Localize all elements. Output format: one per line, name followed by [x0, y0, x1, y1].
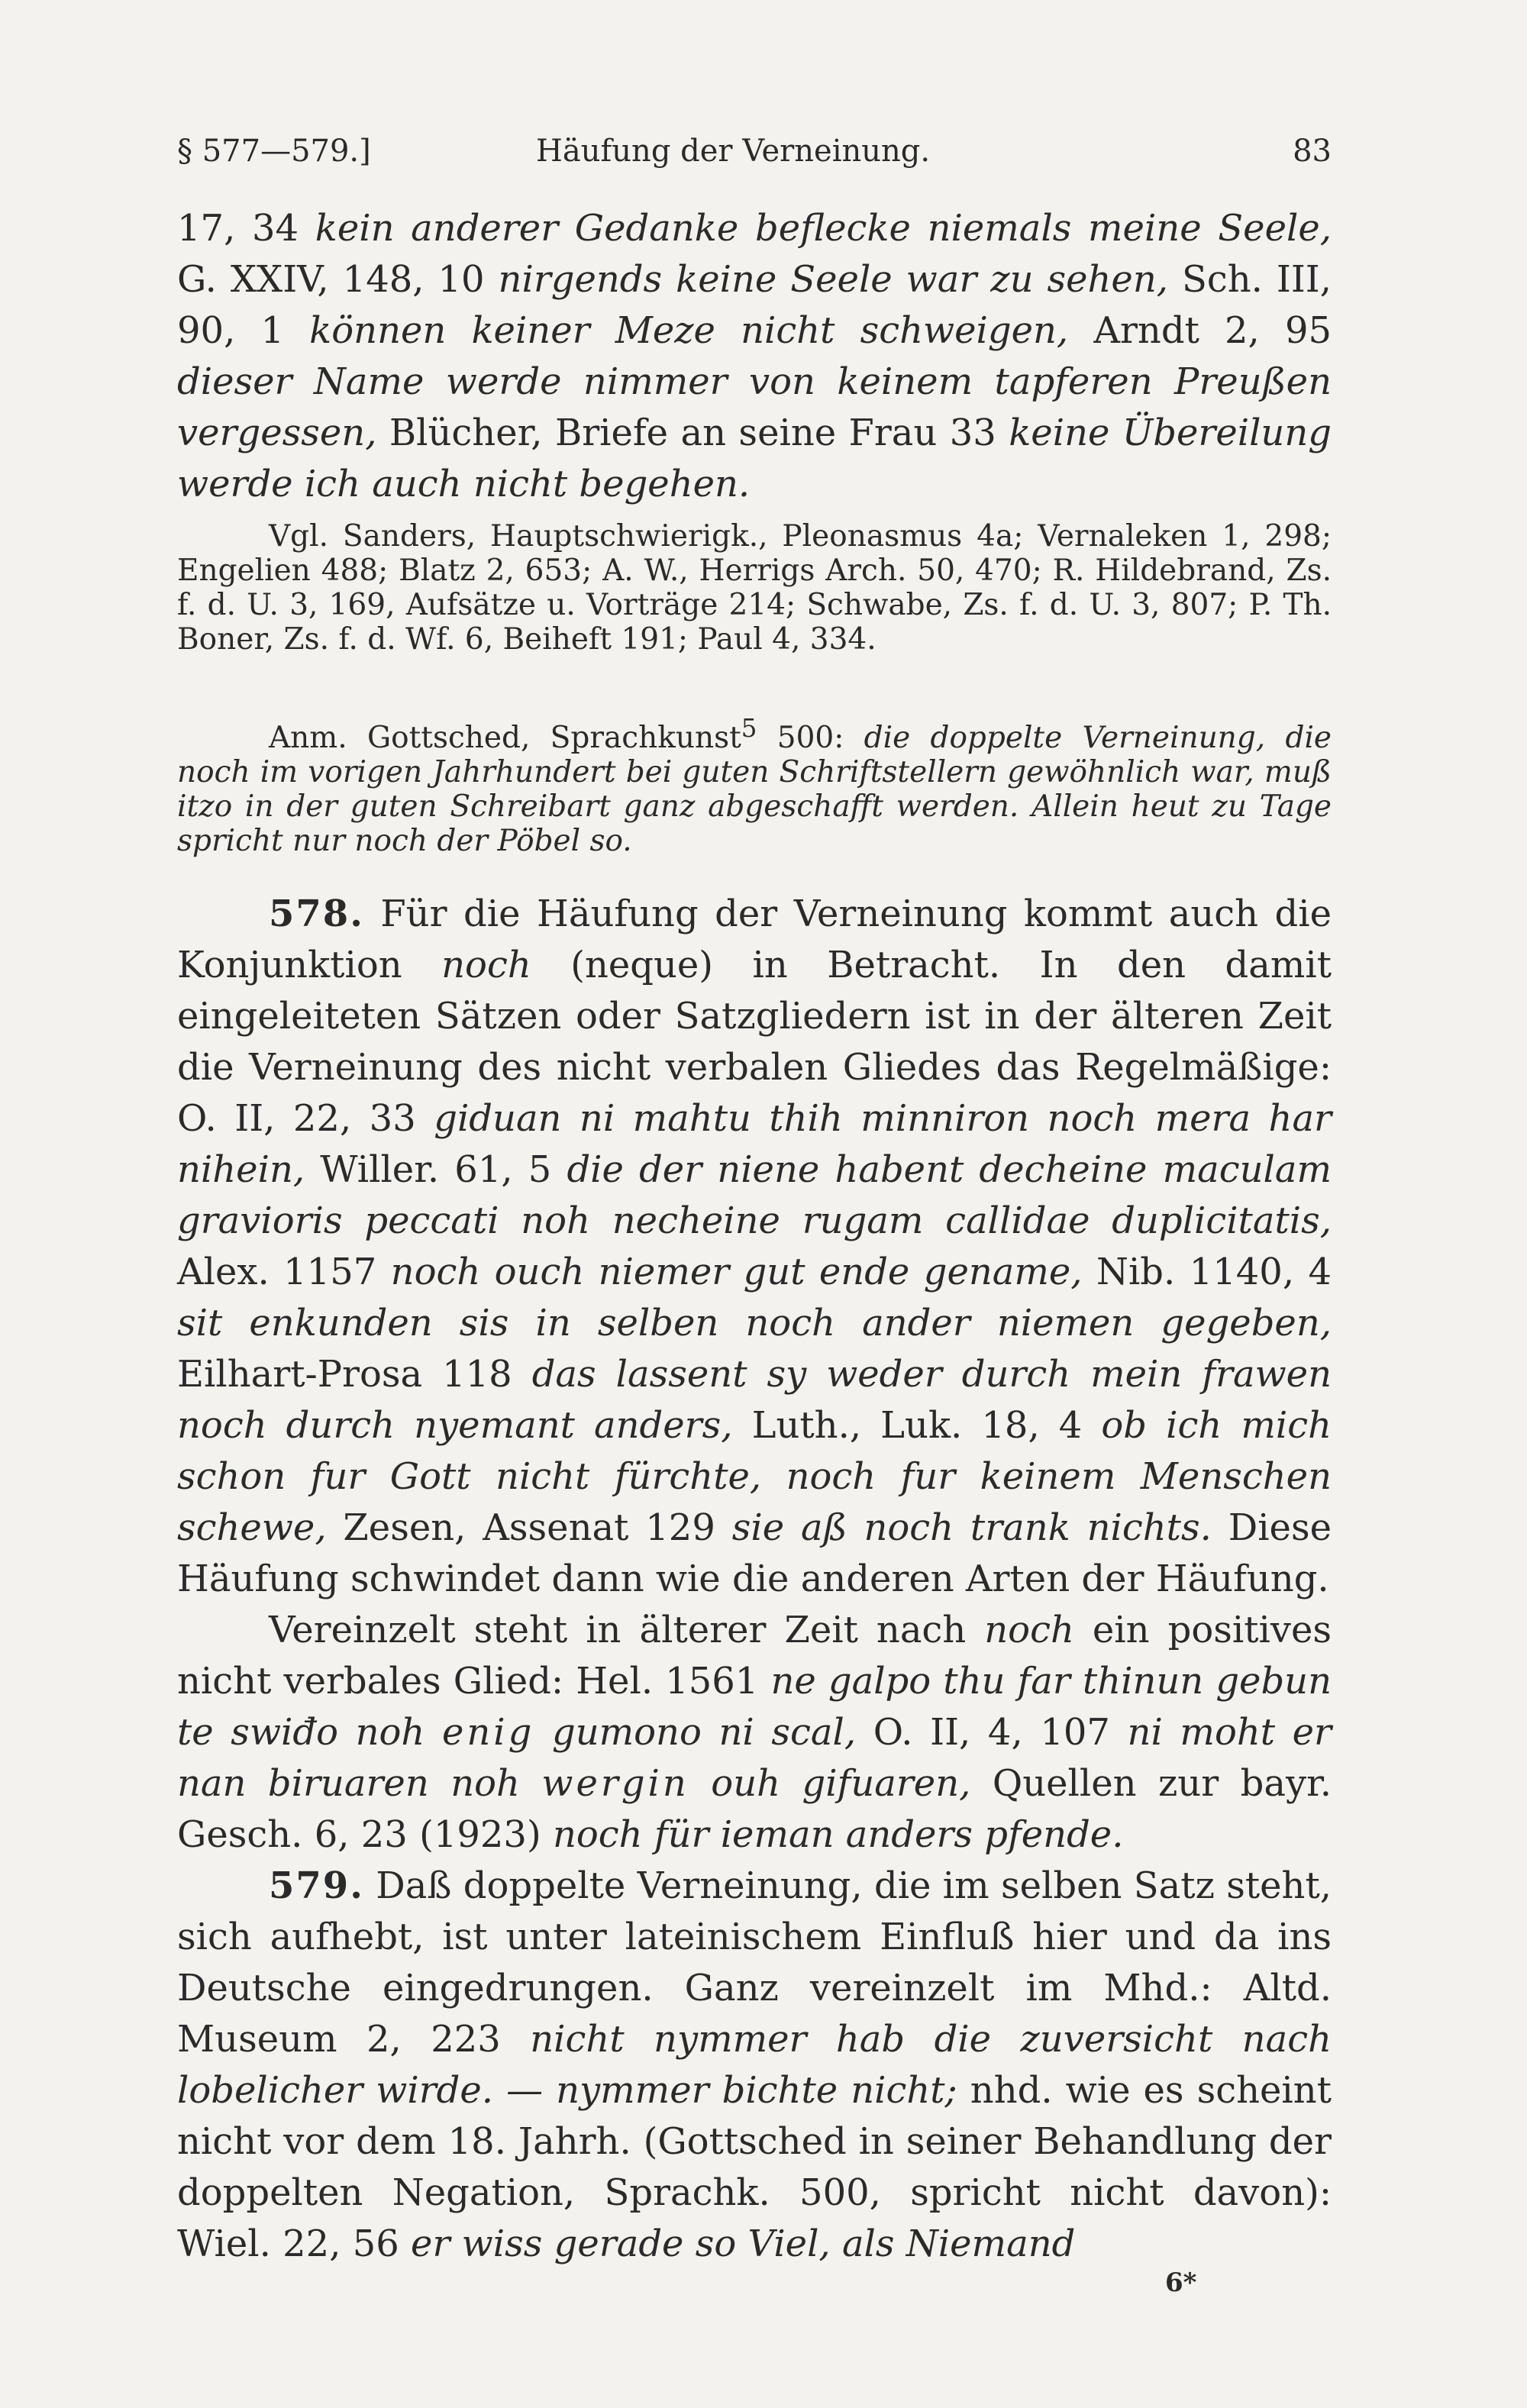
anmerkung-note	[177, 712, 1332, 858]
running-header	[177, 128, 1332, 174]
section-range: § 577—579.]	[177, 134, 371, 169]
examples-text: 17, 34 kein anderer Gedanke beflecke niemals meine Seele, G. XXIV, 148, 10 nirgends keine Seele war zu sehen, Sch. III, 90, 1 können keiner Meze nicht schweigen, Arndt 2, 95 dieser Name werde nimmer von keinem tapferen Preußen vergessen, Blücher, Briefe an seine Frau 33 keine Übereilung werde ich auch nicht begehen.	[177, 207, 1332, 505]
section-number-578: 578.	[269, 893, 364, 935]
paragraph-examples	[177, 203, 1332, 510]
section-578-text: 578. Für die Häufung der Verneinung kommt auch die Konjunktion noch (neque) in Betracht. In den damit eingeleiteten Sätzen oder Satzgliedern ist in der älteren Zeit die Verneinung des nicht verbalen Gliedes das Regelmäßige: O. II, 22, 33 giduan ni mahtu thih minniron noch mera har nihein, Willer. 61, 5 die der niene habent decheine maculam gravioris peccati noh necheine rugam callidae duplicitatis, Alex. 1157 noch ouch niemer gut ende gename, Nib. 1140, 4 sit enkunden sis in selben noch ander niemen gegeben, Eilhart-Prosa 118 das lassent sy weder durch mein frawen noch durch nyemant anders, Luth., Luk. 18, 4 ob ich mich schon fur Gott nicht fürchte, noch fur keinem Menschen schewe, Zesen, Assenat 129 sie aß noch trank nichts. Diese Häufung schwindet dann wie die anderen Arten der Häufung.	[177, 893, 1332, 1600]
section-578-positive-text: Vereinzelt steht in älterer Zeit nach noch ein positives nicht verbales Glied: Hel. 1561 ne galpo thu far thinun gebun te swiđo noh enig gumono ni scal, O. II, 4, 107 ni moht er nan biruaren noh wergin ouh gifuaren, Quellen zur bayr. Gesch. 6, 23 (1923) noch für ieman anders pfende.	[177, 1609, 1332, 1856]
section-578	[177, 889, 1332, 2270]
section-579-text: 579. Daß doppelte Verneinung, die im selben Satz steht, sich aufhebt, ist unter lateinischem Einfluß hier und da ins Deutsche eingedrungen. Ganz vereinzelt im Mhd.: Altd. Museum 2, 223 nicht nymmer hab die zuversicht nach lobelicher wirde. — nymmer bichte nicht; nhd. wie es scheint nicht vor dem 18. Jahrh. (Gottsched in seiner Behandlung der doppelten Negation, Sprachk. 500, spricht nicht davon): Wiel. 22, 56 er wiss gerade so Viel, als Niemand	[177, 1864, 1332, 2265]
page-number: 83	[1293, 134, 1332, 169]
section-number-579: 579.	[269, 1864, 364, 1907]
signature-mark: 6*	[1165, 2268, 1197, 2298]
references-note	[177, 519, 1332, 657]
anmerkung-text: Anm. Gottsched, Sprachkunst$^5$ 500: die doppelte Verneinung, die noch im vorigen Jahrhundert bei guten Schriftstellern gewöhnlich war, muß itzo in der guten Schreibart ganz abgeschafft werden. Allein heut zu Tage spricht nur noch der Pöbel so.	[177, 714, 1332, 858]
running-title: Häufung der Verneinung.	[536, 134, 931, 169]
references-text: Vgl. Sanders, Hauptschwierigk., Pleonasmus 4a; Vernaleken 1, 298; Engelien 488; Blatz 2, 653; A. W., Herrigs Arch. 50, 470; R. Hildebrand, Zs. f. d. U. 3, 169, Aufsätze u. Vorträge 214; Schwabe, Zs. f. d. U. 3, 807; P. Th. Boner, Zs. f. d. Wf. 6, Beiheft 191; Paul 4, 334.	[177, 519, 1332, 657]
